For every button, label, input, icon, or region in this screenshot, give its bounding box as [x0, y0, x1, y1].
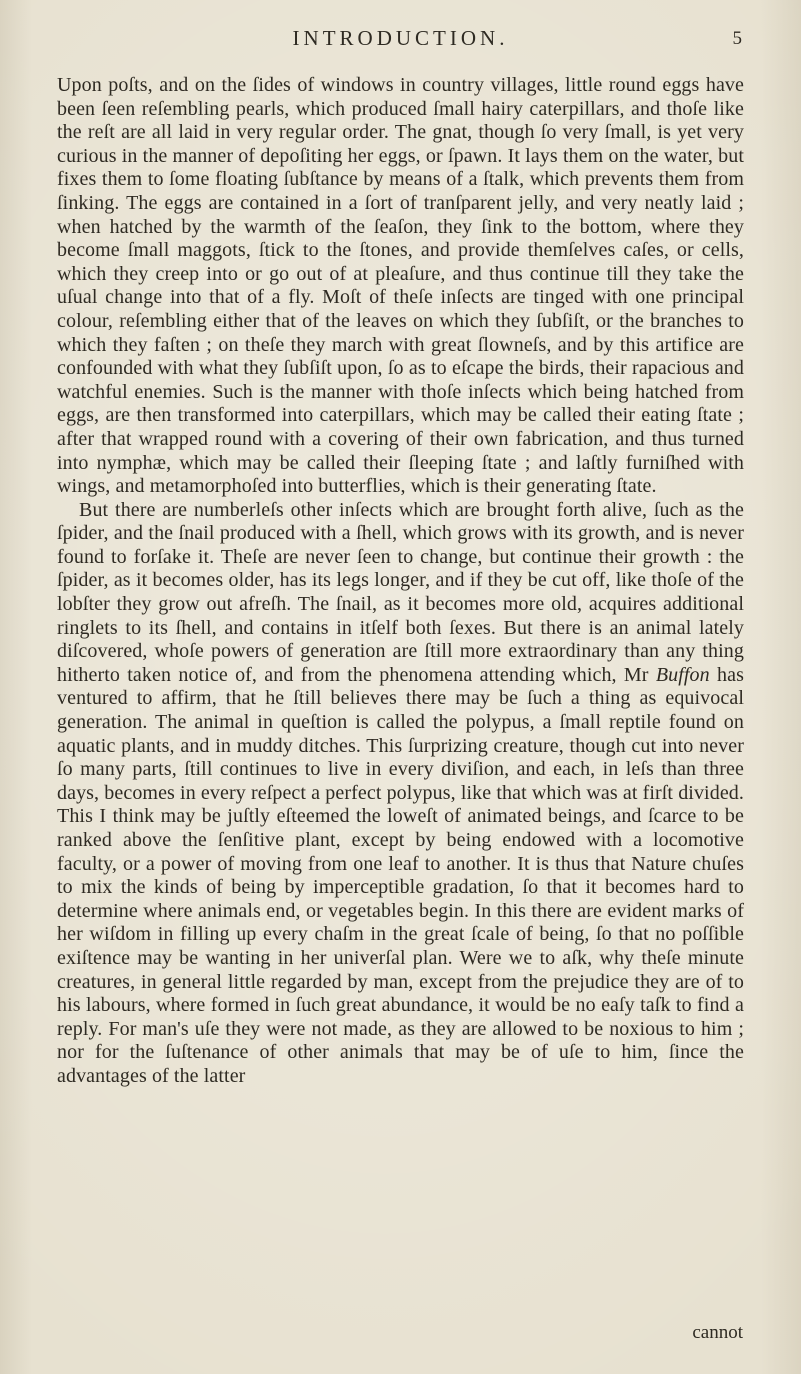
italic-text-run: Buffon: [655, 663, 710, 686]
paragraph: [57, 499, 744, 1089]
text-run: has ventured to affirm, that he ſtill believes there may be ſuch a thing as equivocal generation. The animal in queſtion is called the polypus, a ſmall reptile found on aquatic plants, and in muddy ditches. This ſurprizing creature, though cut into never ſo many parts, ſtill continues to live in every diviſion, and each, in leſs than three days, becomes in every reſpect a perfect polypus, like that which was at firſt divided. This I think may be juſtly eſteemed the loweſt of animated beings, and ſcarce to be ranked above the ſenſitive plant, except by being endowed with a locomotive faculty, or a power of moving from one leaf to another. It is thus that Nature chuſes to mix the kinds of being by imperceptible gradation, ſo that it becomes hard to determine where animals end, or vegetables begin. In this there are evident marks of her wiſdom in filling up every chaſm in the great ſcale of being, ſo that no poſſible exiſtence may be wanting in her univerſal plan. Were we to aſk, why theſe minute creatures, in general little regarded by man, except from the prejudice they are of to his labours, where formed in ſuch great abundance, it would be no eaſy taſk to find a reply. For man's uſe they were not made, as they are allowed to be noxious to him ; nor for the ſuſtenance of other animals that may be of uſe to him, ſince the advantages of the latter: [57, 663, 744, 1087]
text-run: Upon poſts, and on the ſides of windows in country villages, little round eggs have been ſeen reſembling pearls, which produced ſmall hairy caterpillars, and thoſe like the reſt are all laid in very regular order. The gnat, though ſo very ſmall, is yet very curious in the manner of depoſiting her eggs, or ſpawn. It lays them on the water, but fixes them to ſome floating ſubſtance by means of a ſtalk, which prevents them from ſinking. The eggs are contained in a ſort of tranſparent jelly, and very neatly laid ; when hatched by the warmth of the ſeaſon, they ſink to the bottom, where they become ſmall maggots, ſtick to the ſtones, and provide themſelves caſes, or cells, which they creep into or go out of at pleaſure, and thus continue till they take the uſual change into that of a fly. Moſt of theſe inſects are tinged with one principal colour, reſembling either that of the leaves on which they ſubſiſt, or the branches to which they faſten ; on theſe they march with great ſlowneſs, and by this artifice are confounded with what they ſubſiſt upon, ſo as to eſcape the birds, their rapacious and watchful enemies. Such is the manner with thoſe inſects which being hatched from eggs, are then transformed into caterpillars, which may be called their eating ſtate ; after that wrapped round with a covering of their own fabrication, and thus turned into nymphæ, which may be called their ſleeping ſtate ; and laſtly furniſhed with wings, and metamorphoſed into butterflies, which is their generating ſtate.: [57, 74, 744, 498]
catchword: cannot: [692, 1322, 743, 1343]
page-number: 5: [732, 28, 742, 49]
body-text: [57, 74, 744, 1089]
text-run: But there are numberleſs other inſects which are brought forth alive, ſuch as the ſpider, and the ſnail produced with a ſhell, which grows with its growth, and is never found to forſake it. Theſe are never ſeen to change, but continue their growth : the ſpider, as it becomes older, has its legs longer, and if they be cut off, like thoſe of the lobſter they grow out afreſh. The ſnail, as it becomes more old, acquires additional ringlets to its ſhell, and contains in itſelf both ſexes. But there is an animal lately diſcovered, whoſe powers of generation are ſtill more extraordinary than any thing hitherto taken notice of, and from the phenomena attending which, Mr: [57, 498, 744, 686]
page-header: [57, 26, 744, 58]
paragraph: [57, 74, 744, 499]
running-title: INTRODUCTION.: [292, 26, 509, 50]
